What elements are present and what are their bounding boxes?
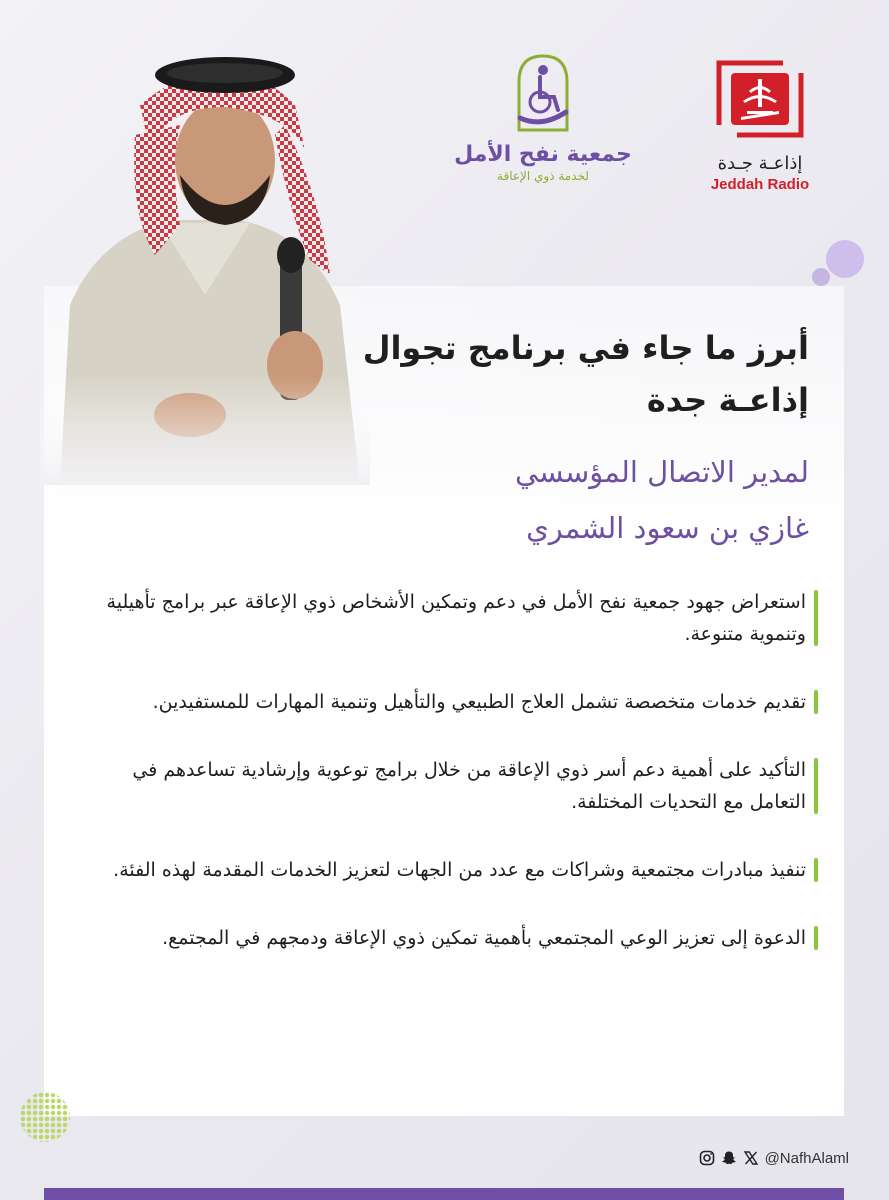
list-item: التأكيد على أهمية دعم أسر ذوي الإعاقة من خلال برامج توعوية وإرشادية تساعدهم في التعامل مع التحديات المختلفة.: [76, 754, 818, 818]
headline-line-2: إذاعـة جدة: [646, 381, 809, 419]
snapchat-icon[interactable]: [721, 1150, 737, 1166]
decor-dot-pattern: [20, 1092, 70, 1142]
social-handles: [699, 1148, 849, 1168]
subheadline: [349, 444, 809, 556]
headline-line-1: أبرز ما جاء في برنامج تجوال: [362, 329, 809, 367]
bottom-accent-bar: [44, 1188, 844, 1200]
list-item: الدعوة إلى تعزيز الوعي المجتمعي بأهمية تمكين ذوي الإعاقة ودمجهم في المجتمع.: [76, 922, 818, 954]
headline: [349, 322, 809, 426]
wheelchair-hand-icon: [514, 52, 572, 134]
list-item: تقديم خدمات متخصصة تشمل العلاج الطبيعي والتأهيل وتنمية المهارات للمستفيدين.: [76, 686, 818, 718]
decor-dot-small: [812, 268, 830, 286]
subhead-line-2: غازي بن سعود الشمري: [526, 511, 809, 545]
social-handle[interactable]: @NafhAlaml: [764, 1149, 849, 1167]
radio-arabic-name: إذاعـة جـدة: [717, 153, 803, 174]
list-item: استعراض جهود جمعية نفح الأمل في دعم وتمكين الأشخاص ذوي الإعاقة عبر برامج تأهيلية وتنموية متنوعة.: [76, 586, 818, 650]
list-item: تنفيذ مبادرات مجتمعية وشراكات مع عدد من الجهات لتعزيز الخدمات المقدمة لهذه الفئة.: [76, 854, 818, 886]
speaker-photo: [40, 45, 370, 485]
hope-association-logo: [448, 52, 638, 202]
jeddah-radio-logo: [685, 55, 835, 200]
key-points-list: [76, 586, 818, 990]
decor-dot: [826, 240, 864, 278]
radio-english-name: Jeddah Radio: [710, 176, 810, 193]
instagram-icon[interactable]: [699, 1150, 715, 1166]
radio-emblem-icon: [711, 55, 809, 143]
x-icon[interactable]: [743, 1150, 759, 1166]
subhead-line-1: لمدير الاتصال المؤسسي: [514, 455, 809, 489]
hope-name: جمعية نفح الأمل: [454, 142, 632, 167]
hope-subtitle: لخدمة ذوي الإعاقة: [497, 169, 589, 183]
